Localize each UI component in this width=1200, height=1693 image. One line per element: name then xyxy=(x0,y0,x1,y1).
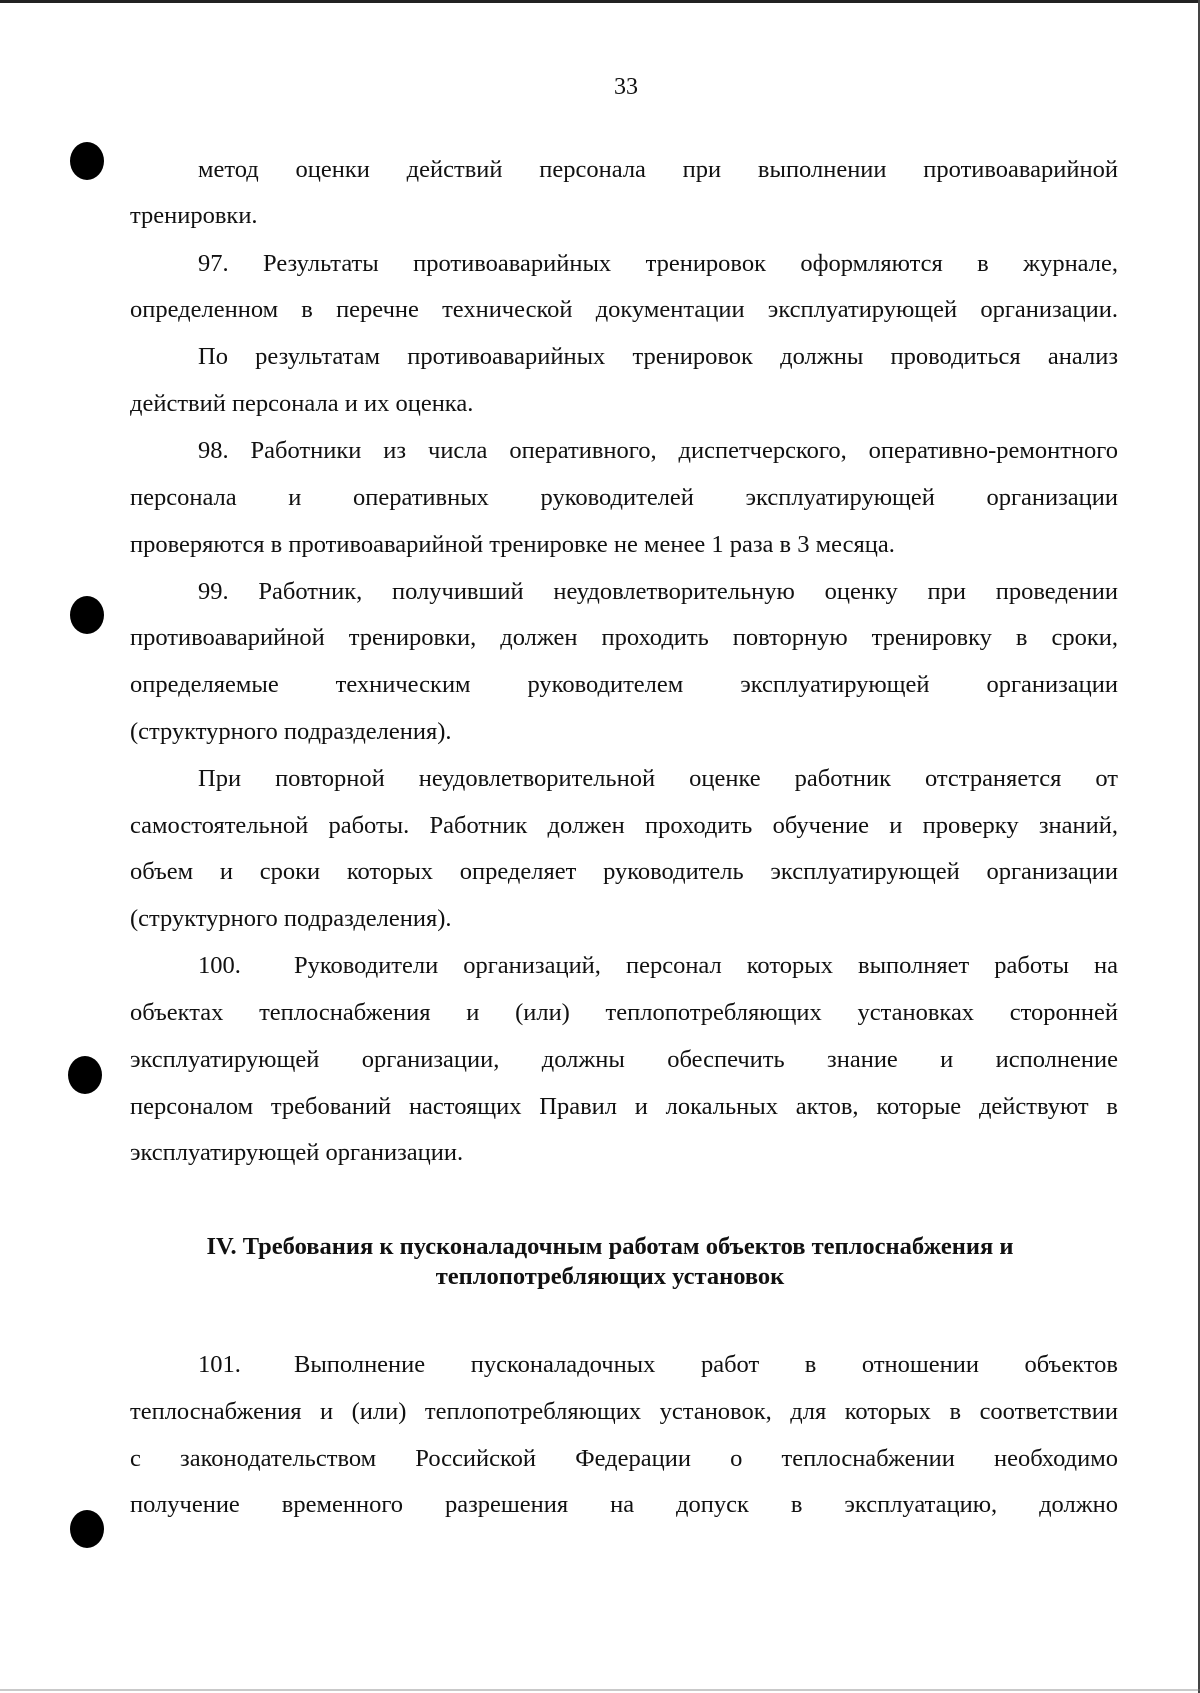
scan-border-bottom xyxy=(0,1689,1200,1691)
paragraph-98-line: 98. Работники из числа оперативного, диспетчерского, оперативно-ремонтного xyxy=(198,437,1118,464)
text-line: метод оценки действий персонала при выполнении противоаварийной xyxy=(198,156,1118,183)
paragraph-99-line: 99. Работник, получивший неудовлетворительную оценку при проведении xyxy=(198,578,1118,605)
paragraph-97-line: 97. Результаты противоаварийных тренировок оформляются в журнале, xyxy=(198,250,1118,277)
text-line: объем и сроки которых определяет руководитель эксплуатирующей организации xyxy=(130,858,1118,885)
paragraph-101-line xyxy=(198,1350,1118,1380)
text-line: Руководители организаций, персонал которых выполняет работы на xyxy=(294,952,1118,979)
text-line: противоаварийной тренировки, должен проходить повторную тренировку в сроки, xyxy=(130,624,1118,651)
text-line: с законодательством Российской Федерации о теплоснабжении необходимо xyxy=(130,1445,1118,1472)
punch-hole-mark xyxy=(70,1510,104,1548)
text-line: проверяются в противоаварийной тренировке не менее 1 раза в 3 месяца. xyxy=(130,531,895,558)
text-line: (структурного подразделения). xyxy=(130,905,452,932)
text-line: эксплуатирующей организации. xyxy=(130,1139,464,1166)
text-line: получение временного разрешения на допуск в эксплуатацию, должно xyxy=(130,1491,1118,1518)
text-line: действий персонала и их оценка. xyxy=(130,390,474,417)
text-line: По результатам противоаварийных тренировок должны проводиться анализ xyxy=(198,343,1118,370)
text-line: персонала и оперативных руководителей эксплуатирующей организации xyxy=(130,484,1118,511)
text-line: объектах теплоснабжения и (или) теплопотребляющих установках сторонней xyxy=(130,999,1118,1026)
section-heading-line-1: IV. Требования к пусконаладочным работам объектов теплоснабжения и xyxy=(206,1233,1014,1260)
text-line: определенном в перечне технической документации эксплуатирующей организации. xyxy=(130,296,1118,323)
text-line: самостоятельной работы. Работник должен проходить обучение и проверку знаний, xyxy=(130,812,1118,839)
text-line: теплоснабжения и (или) теплопотребляющих установок, для которых в соответствии xyxy=(130,1398,1118,1425)
paragraph-100-line xyxy=(198,951,1118,981)
text-line: (структурного подразделения). xyxy=(130,718,452,745)
text-line: определяемые техническим руководителем эксплуатирующей организации xyxy=(130,671,1118,698)
scan-border-top xyxy=(0,0,1200,3)
paragraph-number: 101. xyxy=(198,1351,241,1378)
paragraph-number: 100. xyxy=(198,952,241,979)
punch-hole-mark xyxy=(68,1056,102,1094)
text-line: тренировки. xyxy=(130,202,258,229)
punch-hole-mark xyxy=(70,596,104,634)
text-line: Выполнение пусконаладочных работ в отношении объектов xyxy=(294,1351,1118,1378)
text-line: персоналом требований настоящих Правил и локальных актов, которые действуют в xyxy=(130,1093,1118,1120)
text-line: При повторной неудовлетворительной оценке работник отстраняется от xyxy=(198,765,1118,792)
page-number: 33 xyxy=(614,74,638,100)
section-heading-line-2: теплопотребляющих установок xyxy=(435,1263,785,1290)
text-line: эксплуатирующей организации, должны обеспечить знание и исполнение xyxy=(130,1046,1118,1073)
punch-hole-mark xyxy=(70,142,104,180)
